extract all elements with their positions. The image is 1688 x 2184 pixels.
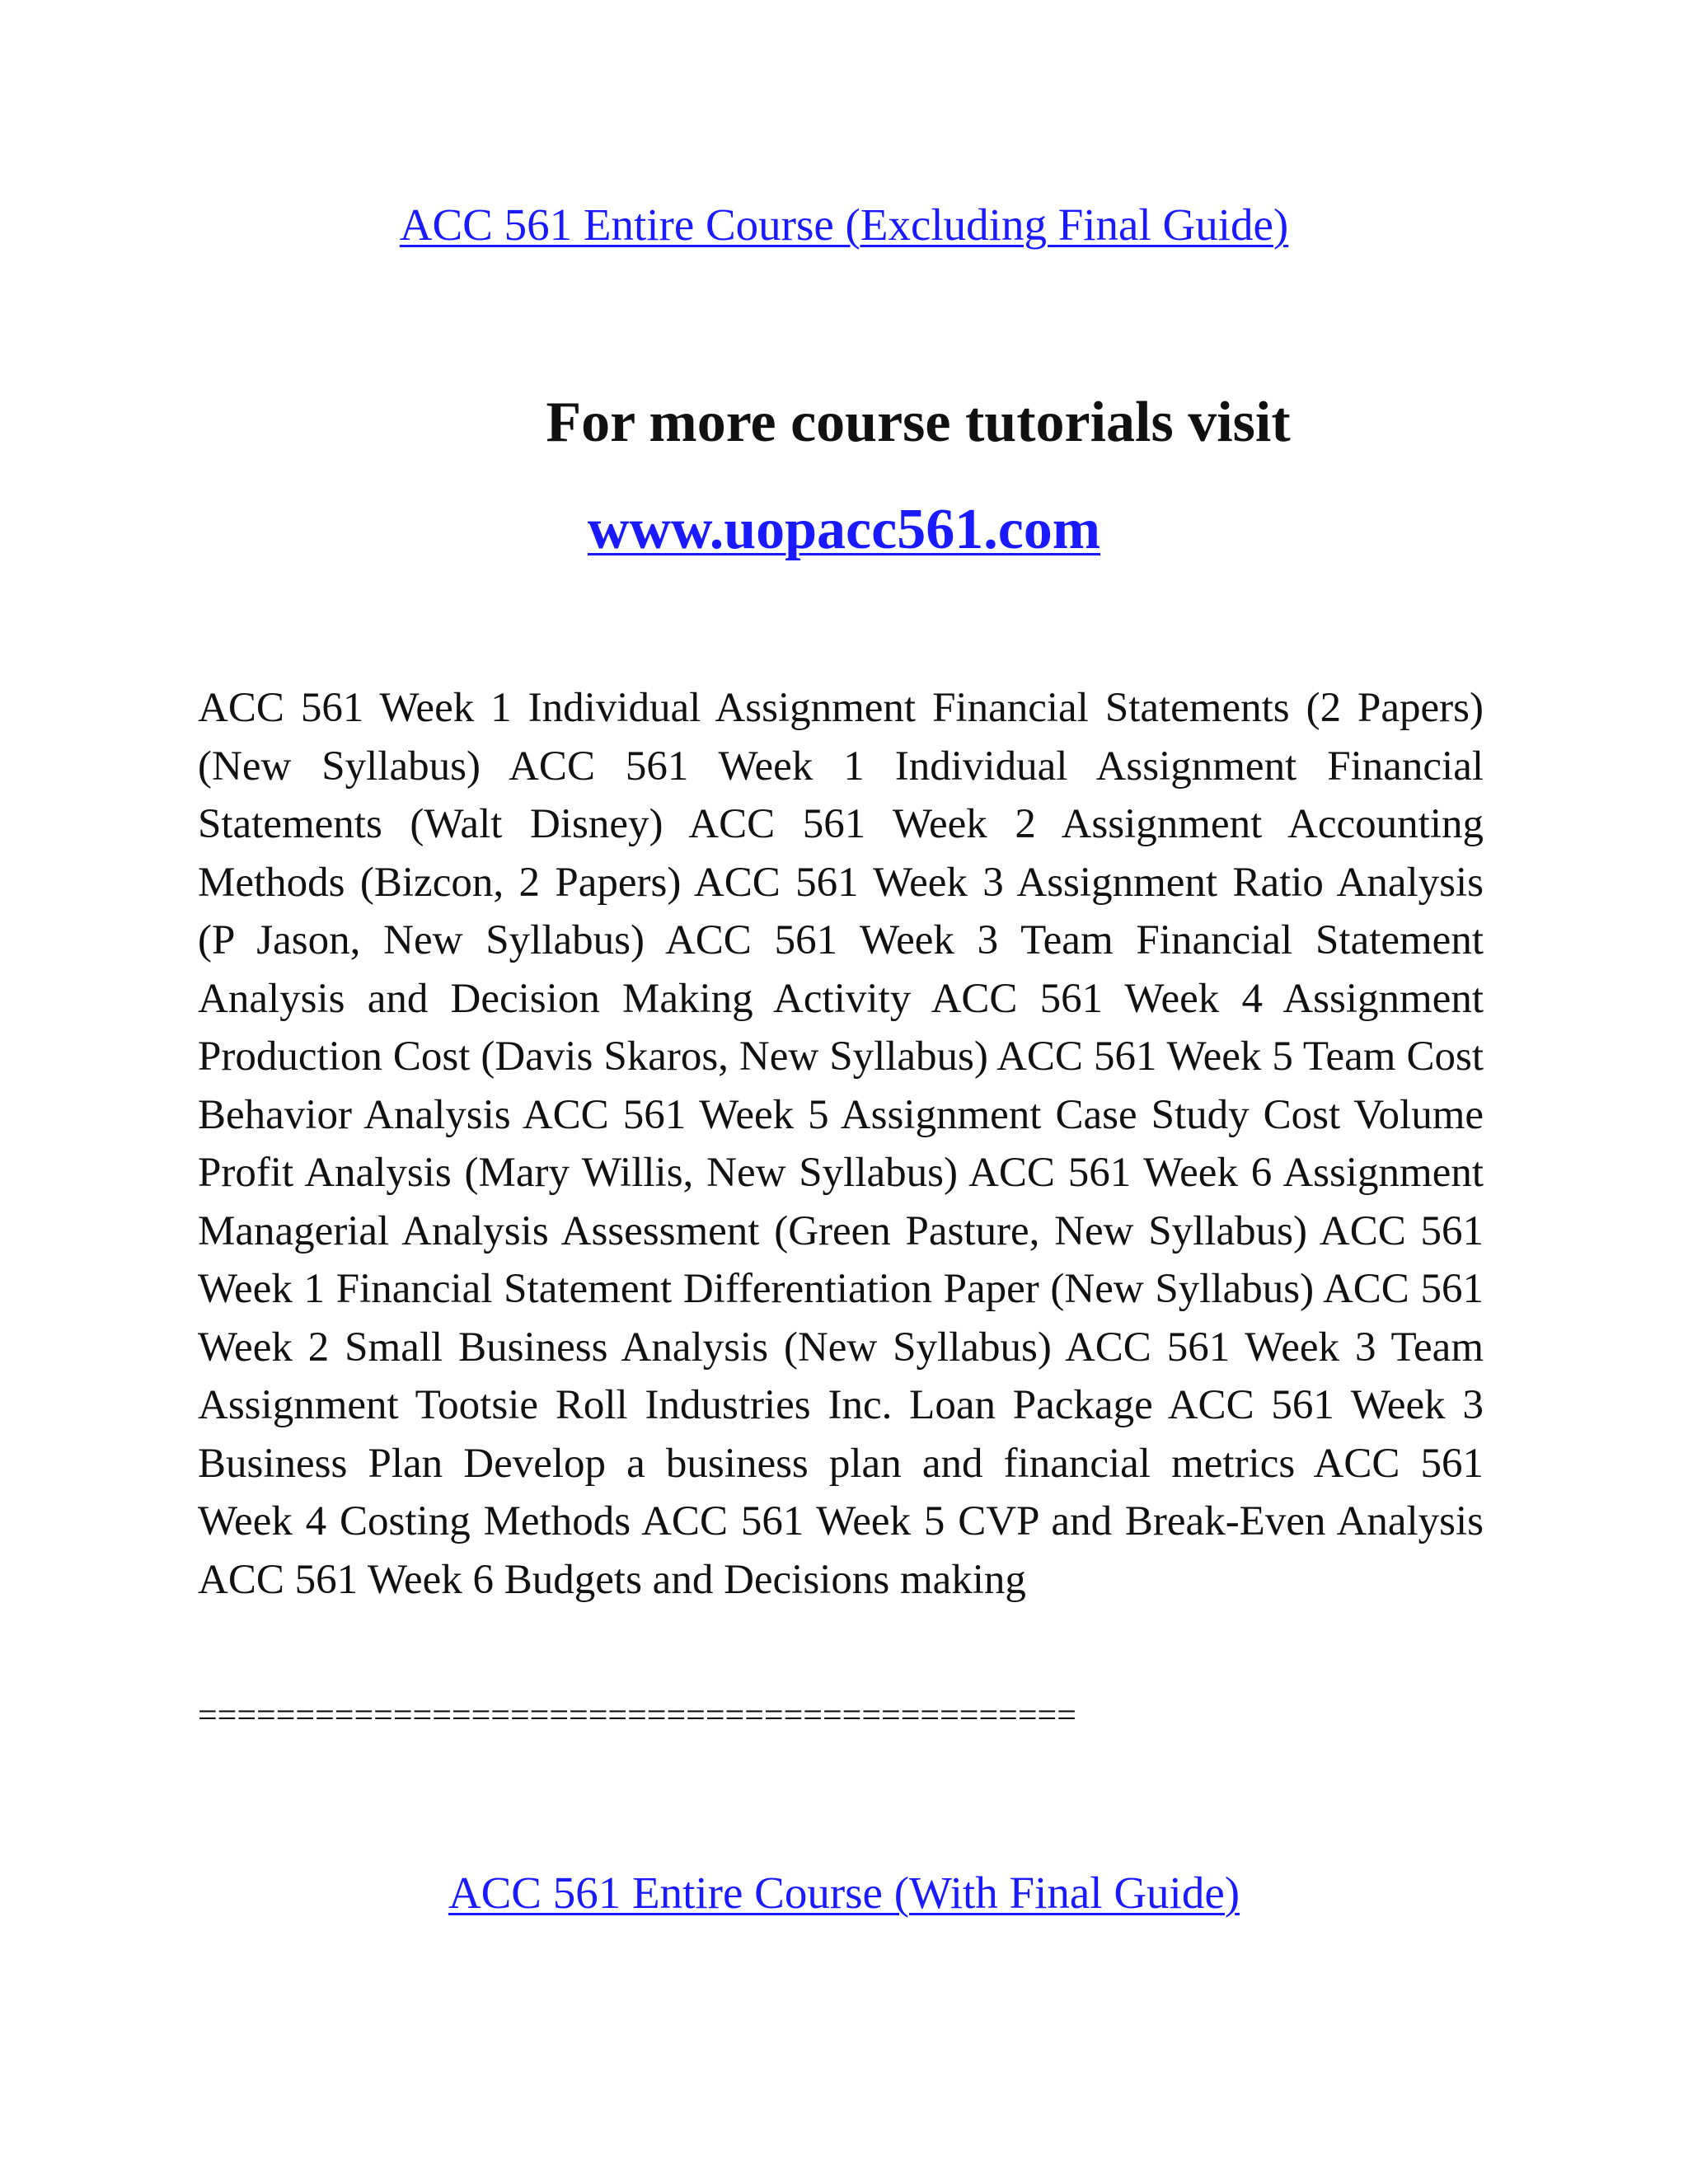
page-heading: For more course tutorials visit (546, 391, 1291, 454)
course-description-paragraph: ACC 561 Week 1 Individual Assignment Financial Statements (2 Papers) (New Syllabus) ACC 561 Week 1 Individual Assignment Financial Statements (Walt Disney) ACC 561 Week 2 Assignment Accounting Methods (Bizcon, 2 Papers) ACC 561 Week 3 Assignment Ratio Analysis (P Jason, New Syllabus) ACC 561 Week 3 Team Financial Statement Analysis and Decision Making Activity ACC 561 Week 4 Assignment Production Cost (Davis Skaros, New Syllabus) ACC 561 Week 5 Team Cost Behavior Analysis ACC 561 Week 5 Assignment Case Study Cost Volume Profit Analysis (Mary Willis, New Syllabus) ACC 561 Week 6 Assignment Managerial Analysis Assessment (Green Pasture, New Syllabus) ACC 561 Week 1 Financial Statement Differentiation Paper (New Syllabus) ACC 561 Week 2 Small Business Analysis (New Syllabus) ACC 561 Week 3 Team Assignment Tootsie Roll Industries Inc. Loan Package ACC 561 Week 3 Business Plan Develop a business plan and financial metrics ACC 561 Week 4 Costing Methods ACC 561 Week 5 CVP and Break-Even Analysis ACC 561 Week 6 Budgets and Decisions making (198, 685, 1484, 1603)
separator-line: ============================================= (198, 1697, 1076, 1735)
course-link-excluding-final-anchor[interactable]: ACC 561 Entire Course (Excluding Final Guide) (399, 199, 1289, 250)
website-link[interactable]: www.uopacc561.com (587, 498, 1101, 561)
course-link-excluding-final (0, 196, 1688, 254)
course-link-with-final (0, 1864, 1688, 1922)
website-link-row (0, 494, 1688, 565)
course-link-with-final-anchor[interactable]: ACC 561 Entire Course (With Final Guide) (448, 1868, 1240, 1918)
